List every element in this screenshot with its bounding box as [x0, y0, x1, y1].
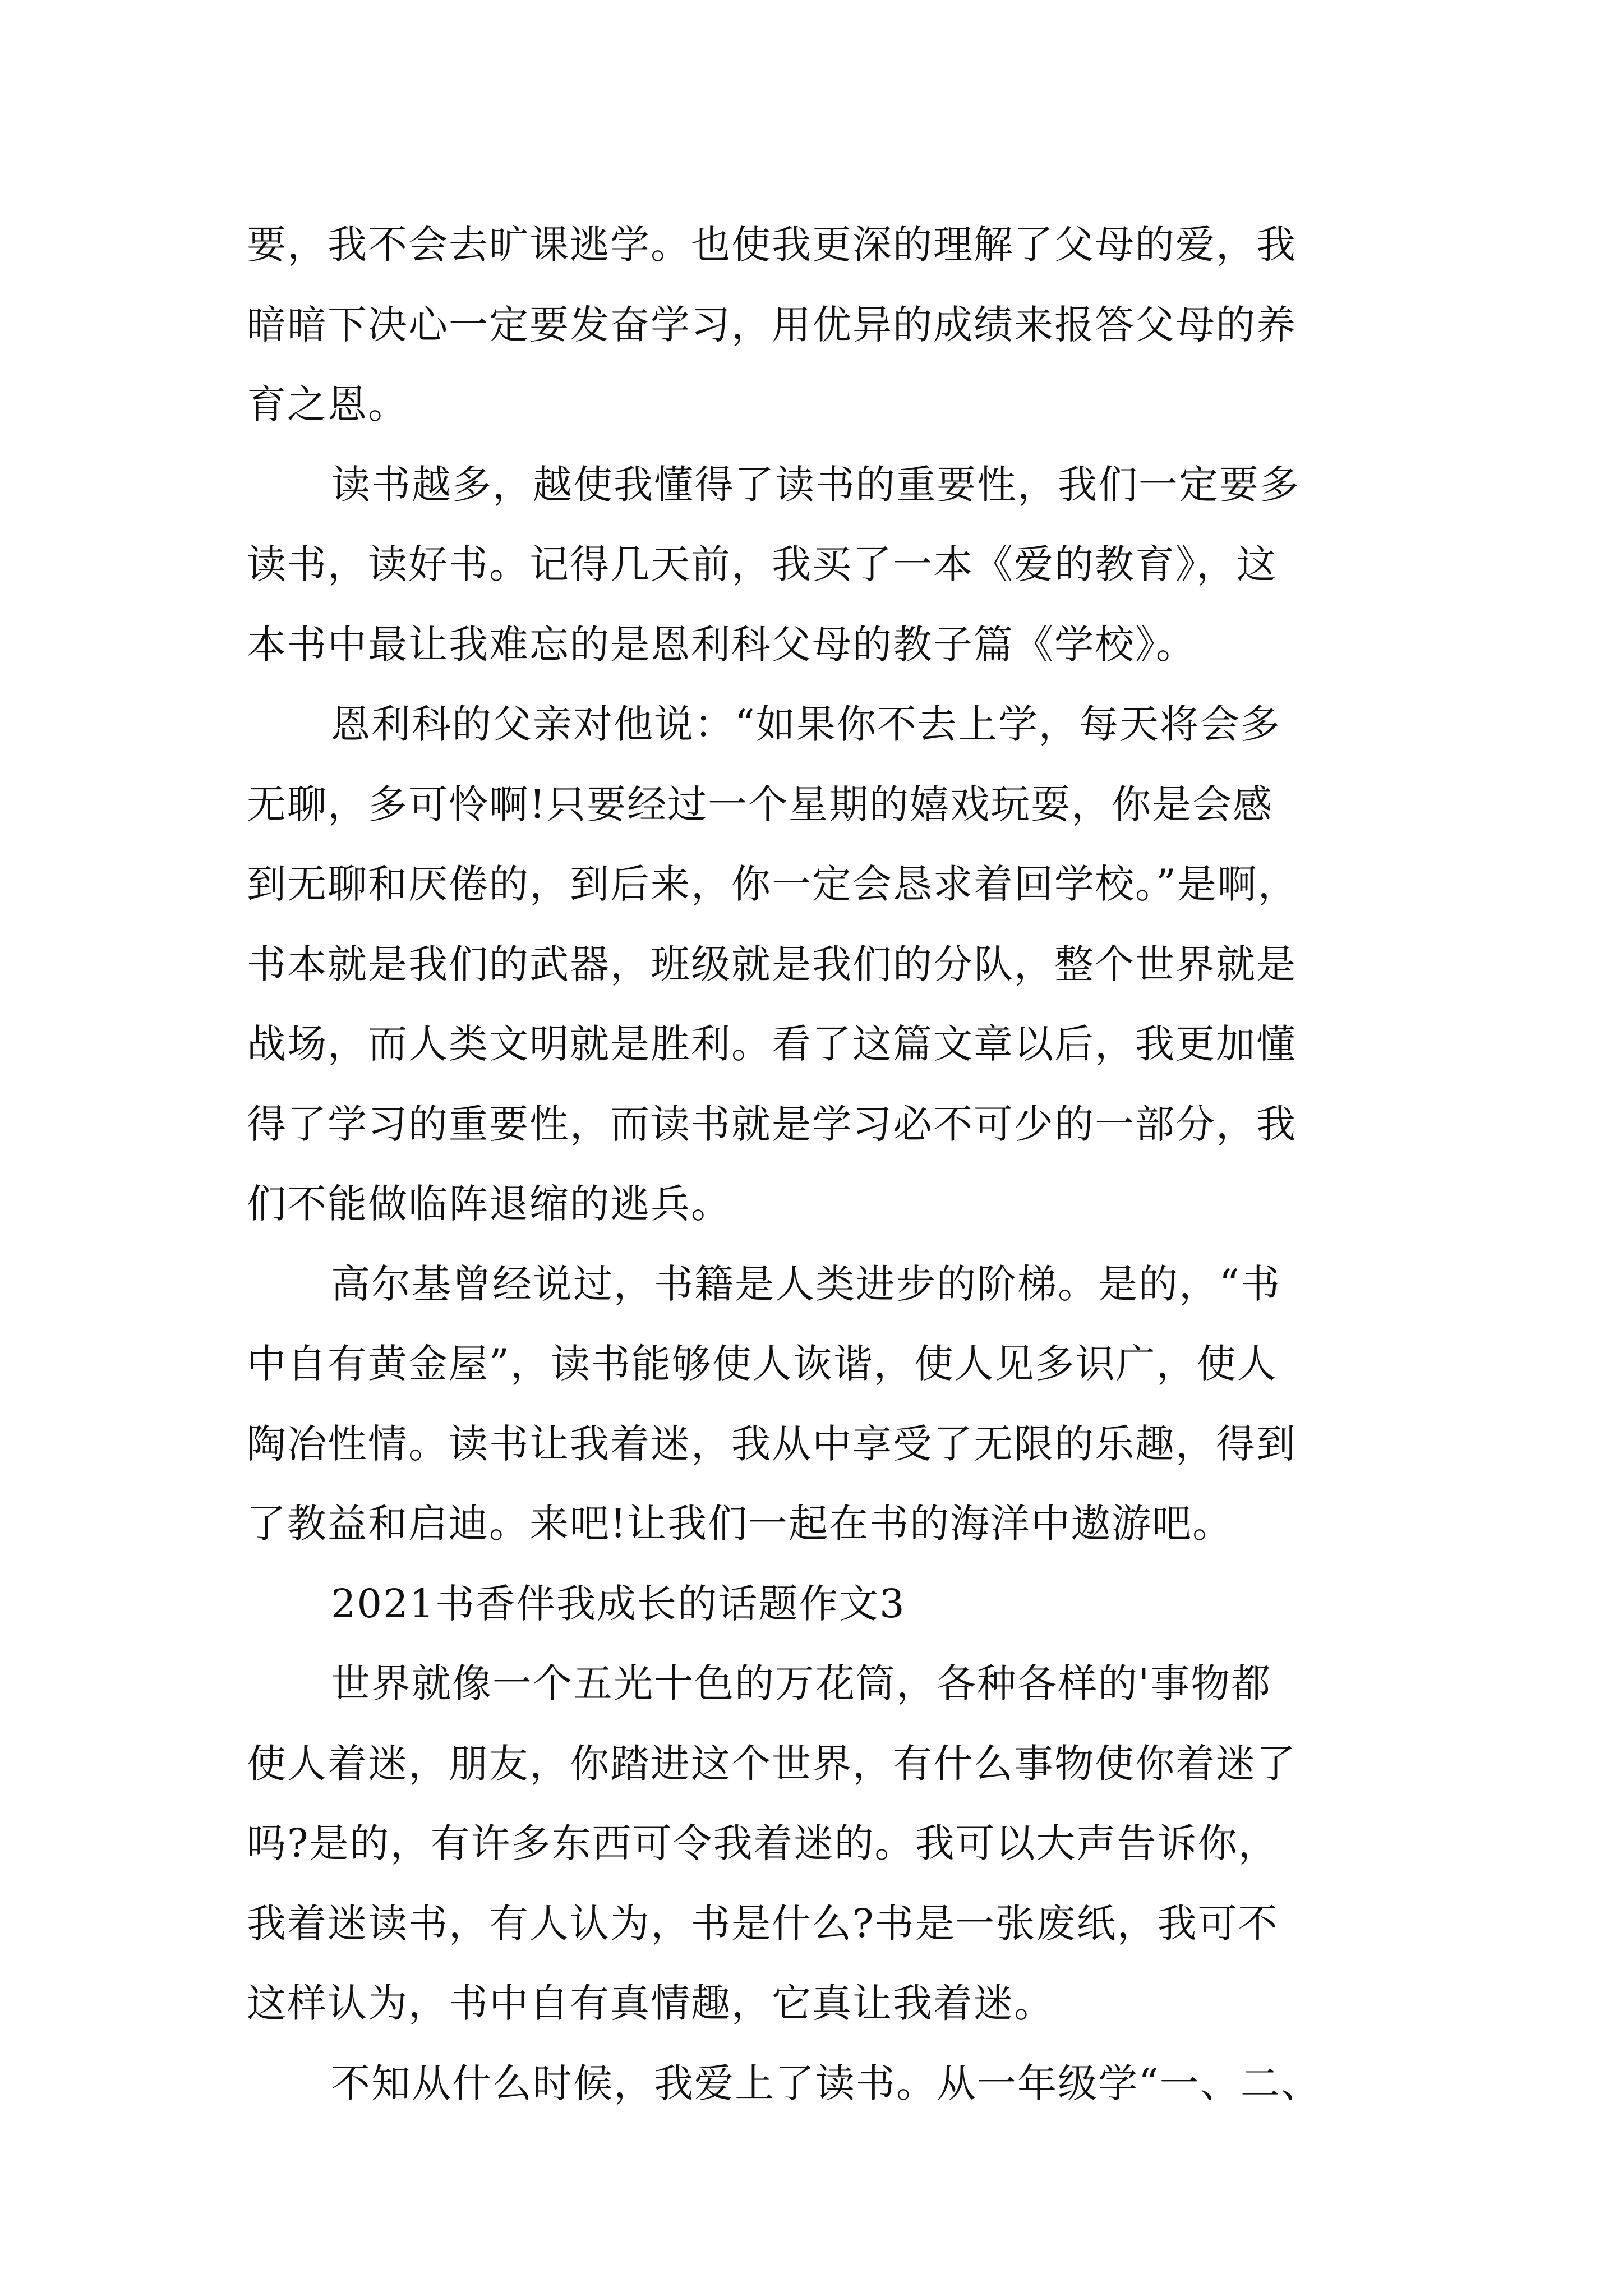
text-line: 吗?是的，有许多东西可令我着迷的。我可以大声告诉你， — [247, 1820, 1279, 1866]
paragraph-start-line: 世界就像一个五光十色的万花筒，各种各样的'事物都 — [331, 1660, 1272, 1706]
text-line: 暗暗下决心一定要发奋学习，用优异的成绩来报答父母的养 — [247, 301, 1297, 348]
text-line: 得了学习的重要性，而读书就是学习必不可少的一部分，我 — [247, 1101, 1297, 1147]
text-line: 了教益和启迪。来吧!让我们一起在书的海洋中遨游吧。 — [247, 1501, 1233, 1547]
text-line: 读书，读好书。记得几天前，我买了一本《爱的教育》，这 — [247, 541, 1277, 587]
text-line: 战场，而人类文明就是胜利。看了这篇文章以后，我更加懂 — [247, 1021, 1297, 1067]
text-line: 们不能做临阵退缩的逃兵。 — [247, 1181, 731, 1227]
text-line: 要，我不会去旷课逃学。也使我更深的理解了父母的爱，我 — [247, 222, 1297, 268]
text-line: 我着迷读书，有人认为，书是什么?书是一张废纸，我可不 — [247, 1900, 1279, 1947]
paragraph-start-line: 恩利科的父亲对他说：“如果你不去上学，每天将会多 — [331, 701, 1281, 747]
body-text — [247, 205, 1391, 2123]
section-heading: 2021书香伴我成长的话题作文3 — [331, 1580, 906, 1627]
text-line: 书本就是我们的武器，班级就是我们的分队，整个世界就是 — [247, 941, 1297, 987]
text-line: 使人着迷，朋友，你踏进这个世界，有什么事物使你着迷了 — [247, 1740, 1297, 1787]
text-line: 无聊，多可怜啊!只要经过一个星期的嬉戏玩耍，你是会感 — [247, 781, 1274, 827]
paragraph-start-line: 不知从什么时候，我爱上了读书。从一年级学“一、二、 — [331, 2060, 1321, 2106]
text-line: 本书中最让我难忘的是恩利科父母的教子篇《学校》。 — [247, 621, 1196, 668]
text-line: 中自有黄金屋”，读书能够使人诙谐，使人见多识广，使人 — [247, 1341, 1278, 1387]
text-line: 这样认为，书中自有真情趣，它真让我着迷。 — [247, 1980, 1054, 2026]
text-line: 陶冶性情。读书让我着迷，我从中享受了无限的乐趣，得到 — [247, 1420, 1297, 1467]
paragraph-start-line: 高尔基曾经说过，书籍是人类进步的阶梯。是的，“书 — [331, 1260, 1281, 1307]
text-line: 到无聊和厌倦的，到后来，你一定会恳求着回学校。”是啊， — [247, 861, 1298, 907]
paragraph-start-line: 读书越多，越使我懂得了读书的重要性，我们一定要多 — [331, 461, 1300, 508]
text-line: 育之恩。 — [247, 381, 408, 427]
